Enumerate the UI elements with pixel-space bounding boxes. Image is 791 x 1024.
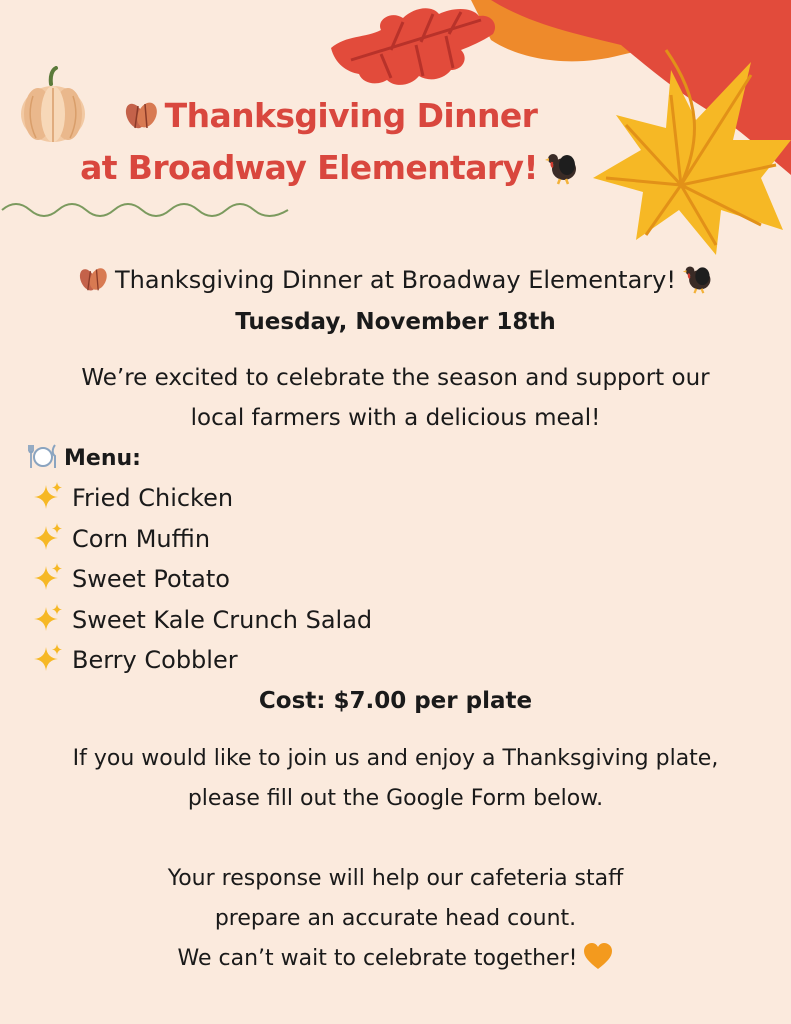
closing-line-3: We can’t wait to celebrate together! [177, 945, 578, 971]
headline-line-2: at Broadway Elementary! [80, 148, 538, 187]
lead-line-1: We’re excited to celebrate the season and support our [81, 365, 710, 391]
turkey-icon [544, 149, 580, 185]
autumn-leaves-icon [77, 266, 109, 292]
intro-title-text: Thanksgiving Dinner at Broadway Elementary! [115, 266, 676, 294]
menu-heading-text: Menu: [64, 446, 141, 471]
menu-item [34, 640, 791, 681]
sparkles-icon [34, 643, 64, 673]
sparkles-icon [34, 522, 64, 552]
menu-item-label: Corn Muffin [72, 524, 211, 553]
event-date: Tuesday, November 18th [235, 309, 556, 335]
menu-item-label: Sweet Potato [72, 565, 230, 593]
signup-line-2: please fill out the Google Form below. [187, 785, 604, 811]
fork-knife-plate-icon [28, 441, 58, 471]
headline-line-1: Thanksgiving Dinner [164, 96, 538, 135]
sparkles-icon [34, 562, 64, 592]
menu-list [0, 478, 791, 681]
signup-paragraph [0, 739, 791, 819]
headline [0, 90, 660, 194]
signup-line-1: If you would like to join us and enjoy a Thanksgiving plate, [72, 745, 719, 771]
turkey-icon [682, 262, 714, 294]
menu-item [34, 519, 791, 560]
closing-line-1: Your response will help our cafeteria staff [167, 865, 624, 891]
closing-line-3-wrap [0, 939, 791, 979]
intro-title [0, 262, 791, 298]
lead-paragraph [0, 358, 791, 438]
sparkles-icon [34, 481, 64, 511]
autumn-leaves-icon [123, 100, 159, 130]
closing-paragraph [0, 859, 791, 979]
closing-line-2: prepare an accurate head count. [214, 905, 577, 931]
menu-item [34, 600, 791, 641]
sparkles-icon [34, 603, 64, 633]
menu-item-label: Fried Chicken [72, 484, 234, 512]
menu-item-label: Sweet Kale Crunch Salad [72, 605, 373, 634]
cost-per-plate: Cost: $7.00 per plate [258, 687, 533, 714]
menu-heading [28, 440, 791, 478]
squiggle-divider [0, 196, 292, 224]
orange-heart-icon [583, 942, 613, 970]
menu-item [34, 478, 791, 519]
menu-item-label: Berry Cobbler [72, 646, 238, 674]
flyer-body [0, 262, 791, 979]
menu-item [34, 559, 791, 600]
lead-line-2: local farmers with a delicious meal! [190, 405, 601, 431]
